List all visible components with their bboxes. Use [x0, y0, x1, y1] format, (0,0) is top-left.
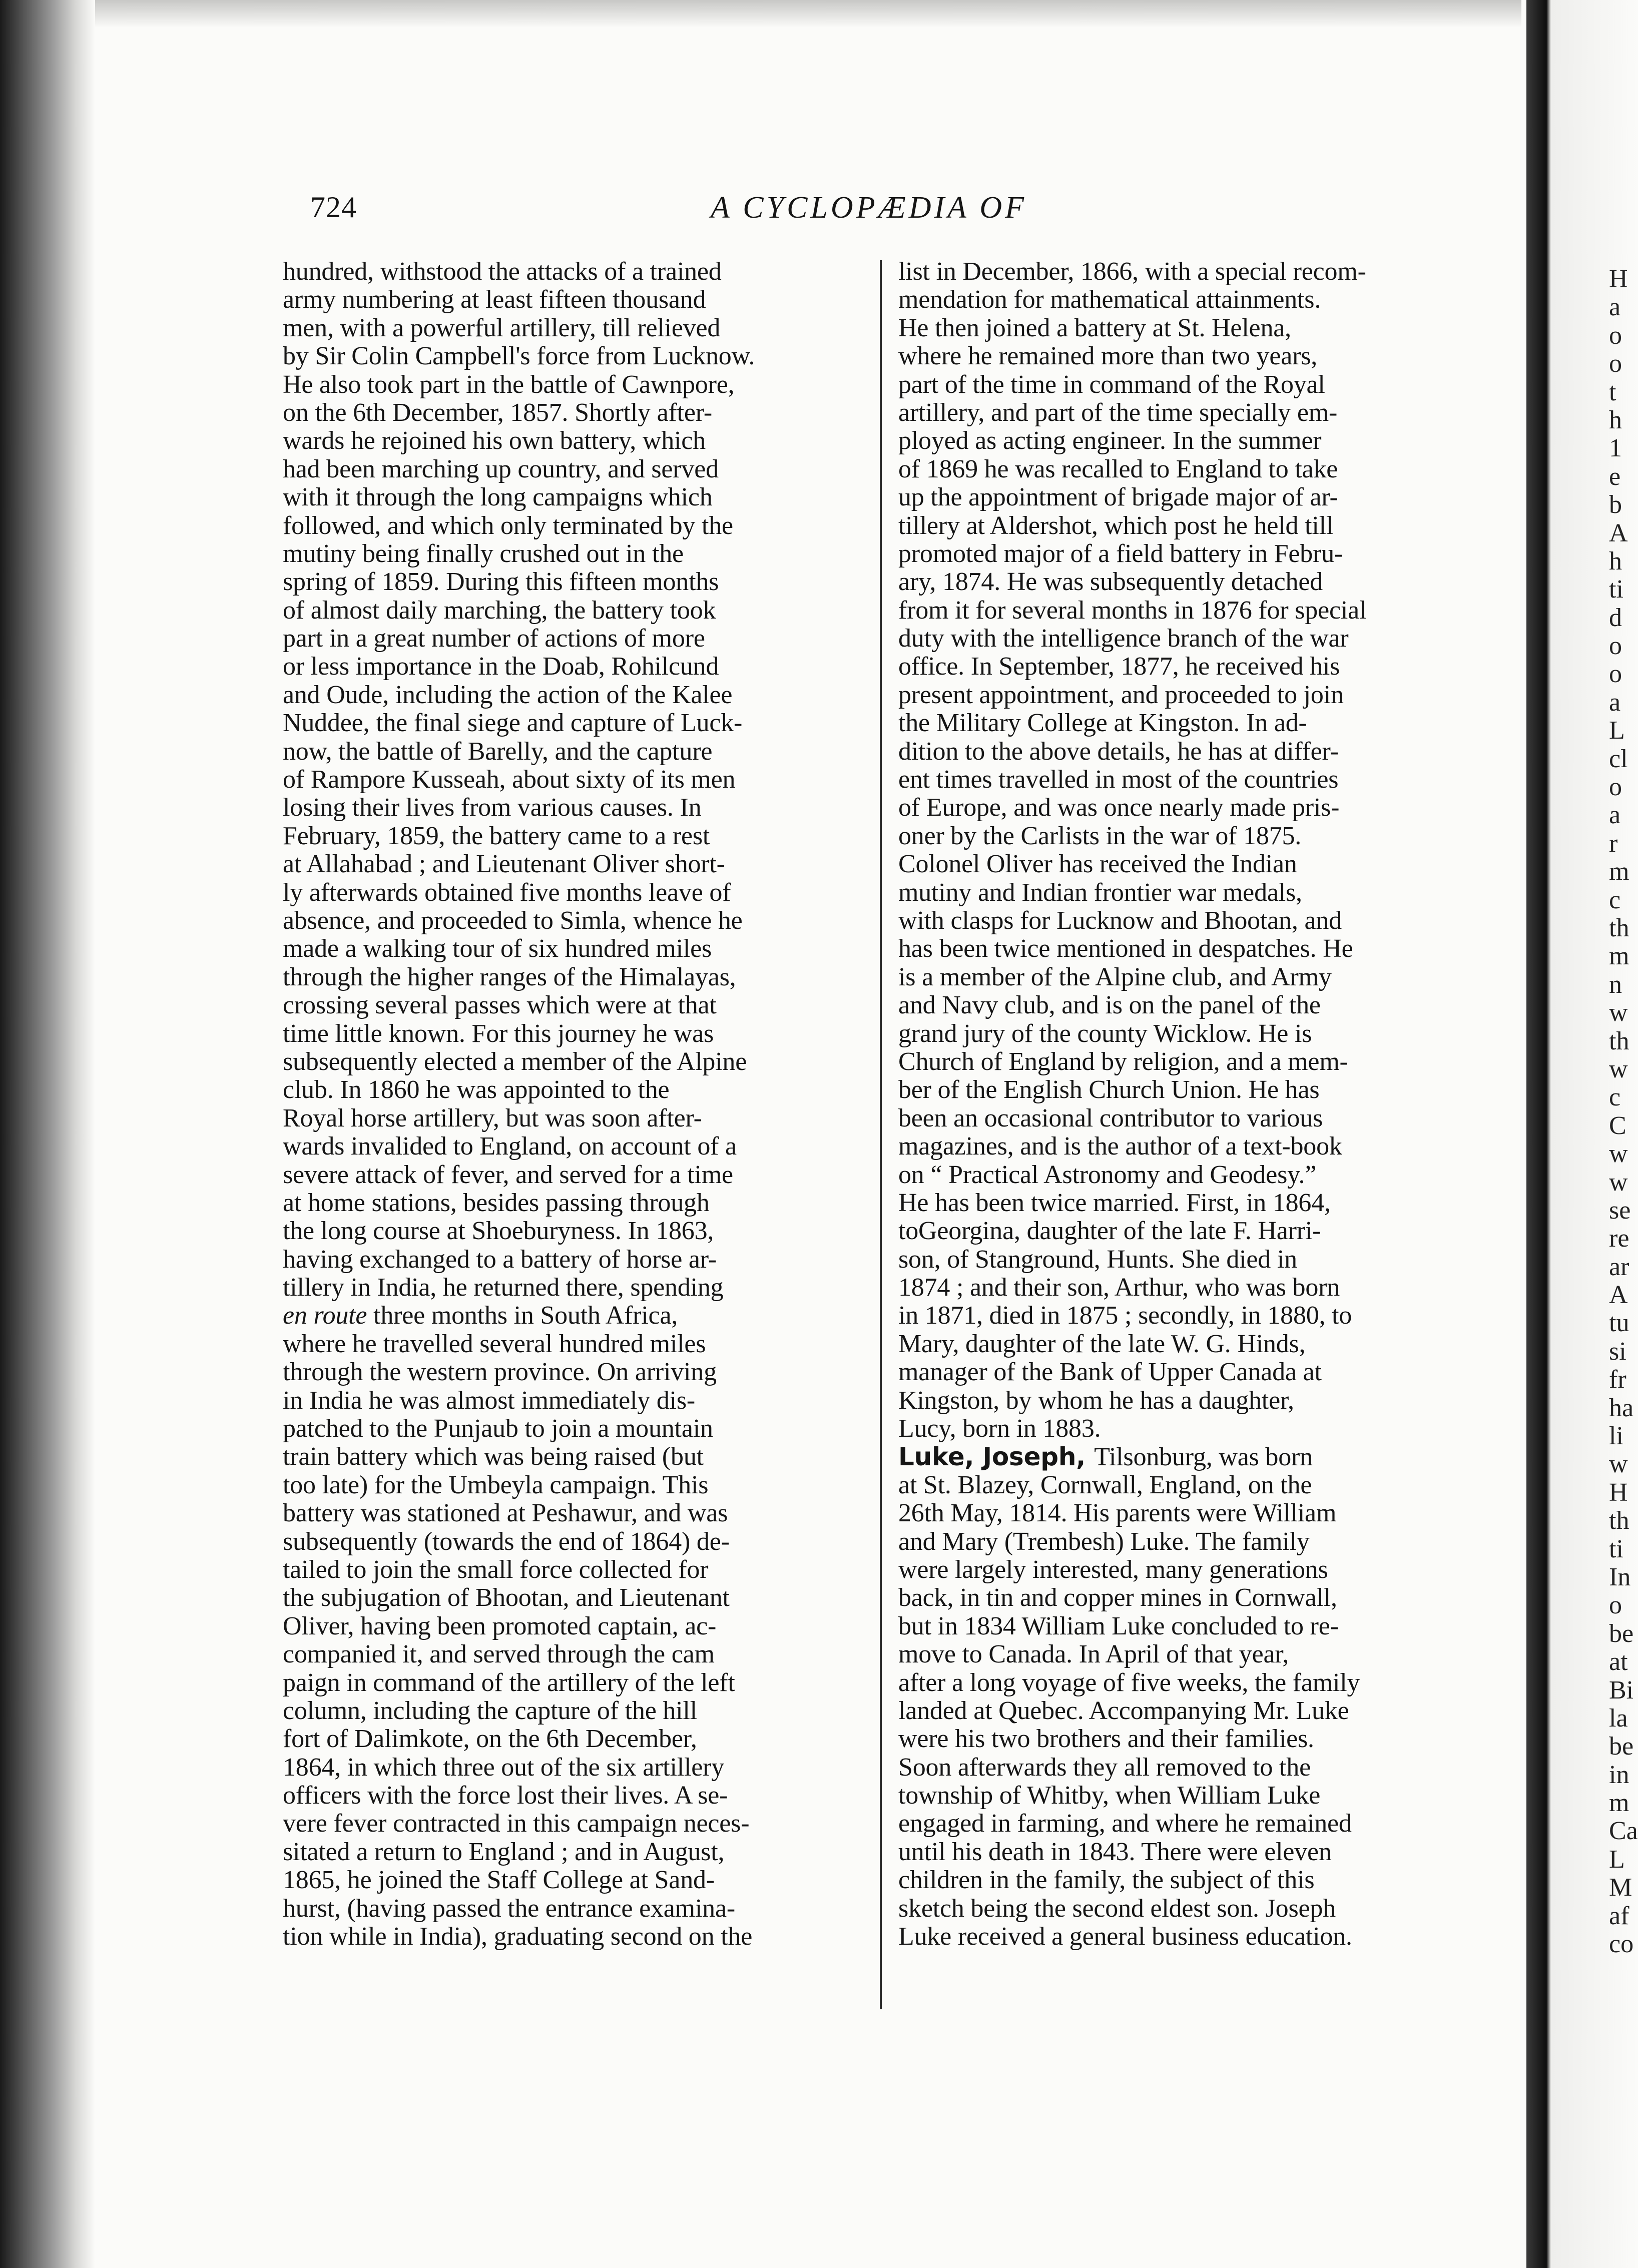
fragment-line: in	[1609, 1760, 1629, 1789]
text-line: Luke received a general business education.	[898, 1922, 1352, 1951]
text-line: or less importance in the Doab, Rohilcund	[283, 652, 719, 681]
text-line: Nuddee, the final siege and capture of Luck-	[283, 709, 743, 738]
running-title: A CYCLOPÆDIA OF	[711, 191, 1027, 225]
text-line: column, including the capture of the hill	[283, 1696, 697, 1725]
text-line: and Navy club, and is on the panel of the	[898, 991, 1321, 1020]
text-line: duty with the intelligence branch of the war	[898, 624, 1349, 653]
fragment-line: c	[1609, 885, 1621, 914]
text-line: had been marching up country, and served	[283, 454, 719, 483]
fragment-line: H	[1609, 1478, 1628, 1507]
text-line: on the 6th December, 1857. Shortly after-	[283, 398, 712, 427]
next-page-fragment	[1609, 265, 1638, 2017]
fragment-line: t	[1609, 377, 1616, 406]
text-line: 1874 ; and their son, Arthur, who was born	[898, 1273, 1340, 1302]
fragment-line: Ca	[1609, 1817, 1638, 1846]
text-line: 1864, in which three out of the six artillery	[283, 1753, 725, 1782]
binding-shadow	[0, 0, 95, 2268]
text-line: followed, and which only terminated by the	[283, 511, 733, 540]
fragment-line: m	[1609, 1789, 1629, 1818]
text-line: toGeorgina, daughter of the late F. Harri-	[898, 1217, 1321, 1246]
entry-text: Tilsonburg, was born	[1094, 1443, 1313, 1472]
text-line: Soon afterwards they all removed to the	[898, 1753, 1311, 1782]
text-line: until his death in 1843. There were eleven	[898, 1837, 1332, 1866]
text-line: club. In 1860 he was appointed to the	[283, 1075, 670, 1104]
text-line: crossing several passes which were at that	[283, 991, 717, 1020]
fragment-line: th	[1609, 1506, 1629, 1535]
fragment-line: C	[1609, 1111, 1626, 1140]
text-line: mutiny being finally crushed out in the	[283, 539, 684, 568]
text-line: He also took part in the battle of Cawnpore,	[283, 370, 735, 399]
fragment-line: a	[1609, 801, 1621, 830]
fragment-line: a	[1609, 293, 1621, 322]
fragment-line: m	[1609, 857, 1629, 886]
text-line: officers with the force lost their lives. A se-	[283, 1781, 728, 1810]
text-line: part of the time in command of the Royal	[898, 370, 1325, 399]
text-line: sketch being the second eldest son. Joseph	[898, 1894, 1336, 1923]
text-line: ary, 1874. He was subsequently detached	[898, 568, 1323, 597]
text-line: now, the battle of Barelly, and the capture	[283, 737, 713, 766]
left-column	[283, 258, 873, 2019]
text-line: Church of England by religion, and a mem-	[898, 1047, 1348, 1076]
text-line: landed at Quebec. Accompanying Mr. Luke	[898, 1696, 1349, 1725]
fragment-line: be	[1609, 1619, 1634, 1648]
text-line: is a member of the Alpine club, and Army	[898, 962, 1332, 991]
text-line: of almost daily marching, the battery took	[283, 596, 716, 625]
text-line: in India he was almost immediately dis-	[283, 1386, 696, 1415]
text-line: but in 1834 William Luke concluded to re-	[898, 1611, 1339, 1640]
fragment-line: co	[1609, 1930, 1634, 1959]
text-line: tillery at Aldershot, which post he held till	[898, 511, 1334, 540]
fragment-line: d	[1609, 603, 1622, 632]
text-line: 1865, he joined the Staff College at Sand-	[283, 1866, 715, 1895]
text-line: Colonel Oliver has received the Indian	[898, 850, 1297, 879]
text-line: of Europe, and was once nearly made pris-	[898, 793, 1340, 822]
fragment-line: th	[1609, 913, 1629, 942]
fragment-line: h	[1609, 405, 1622, 434]
text-line: dition to the above details, he has at differ-	[898, 737, 1339, 766]
fragment-line: m	[1609, 942, 1629, 971]
fragment-line: w	[1609, 1140, 1628, 1169]
fragment-line: be	[1609, 1732, 1634, 1761]
fragment-line: o	[1609, 660, 1622, 689]
text-line: in 1871, died in 1875 ; secondly, in 1880, to	[898, 1301, 1352, 1330]
text-line: with it through the long campaigns which	[283, 483, 713, 512]
fragment-line: o	[1609, 773, 1622, 802]
text-line: at St. Blazey, Cornwall, England, on the	[898, 1470, 1312, 1499]
text-line: subsequently elected a member of the Alpine	[283, 1047, 747, 1076]
text-line: oner by the Carlists in the war of 1875.	[898, 821, 1302, 850]
text-line: tailed to join the small force collected for	[283, 1555, 709, 1584]
fragment-line: la	[1609, 1704, 1628, 1733]
text-line: spring of 1859. During this fifteen months	[283, 568, 719, 597]
text-line: present appointment, and proceeded to join	[898, 680, 1344, 709]
text-line: wards he rejoined his own battery, which	[283, 426, 706, 455]
text-line: mutiny and Indian frontier war medals,	[898, 878, 1302, 907]
text-line: back, in tin and copper mines in Cornwall,	[898, 1583, 1337, 1612]
text-line: township of Whitby, when William Luke	[898, 1781, 1321, 1810]
text-line: the subjugation of Bhootan, and Lieutenant	[283, 1583, 730, 1612]
text-line: has been twice mentioned in despatches. He	[898, 934, 1353, 963]
text-line: where he remained more than two years,	[898, 342, 1318, 371]
text-line: Kingston, by whom he has a daughter,	[898, 1386, 1294, 1415]
text-line: and Oude, including the action of the Kalee	[283, 680, 733, 709]
top-edge-shadow	[95, 0, 1521, 28]
fragment-line: fr	[1609, 1365, 1626, 1394]
text-line: at home stations, besides passing through	[283, 1188, 710, 1217]
text-line: fort of Dalimkote, on the 6th December,	[283, 1725, 697, 1754]
fragment-line: A	[1609, 518, 1628, 547]
fragment-line: e	[1609, 462, 1621, 491]
text-line: Oliver, having been promoted captain, ac-	[283, 1611, 717, 1640]
text-line: engaged in farming, and where he remained	[898, 1809, 1352, 1838]
fragment-line: L	[1609, 716, 1625, 745]
text-line: on “ Practical Astronomy and Geodesy.”	[898, 1160, 1317, 1189]
italic-phrase: en route	[283, 1301, 367, 1330]
text-line: He then joined a battery at St. Helena,	[898, 313, 1291, 342]
text-line: tion while in India), graduating second on the	[283, 1922, 753, 1951]
text-line: artillery, and part of the time specially em-	[898, 398, 1338, 427]
text-line: part in a great number of actions of more	[283, 624, 705, 653]
fragment-line: n	[1609, 970, 1622, 999]
text-line: through the higher ranges of the Himalayas,	[283, 962, 736, 991]
fragment-line: r	[1609, 829, 1618, 858]
fragment-line: c	[1609, 1083, 1621, 1112]
text-line: promoted major of a field battery in Febru-	[898, 539, 1343, 568]
text-line: Lucy, born in 1883.	[898, 1414, 1101, 1443]
fragment-line: ti	[1609, 575, 1623, 604]
fragment-line: w	[1609, 1168, 1628, 1197]
text-line: of Rampore Kusseah, about sixty of its men	[283, 765, 736, 794]
fragment-line: In	[1609, 1562, 1631, 1591]
text-line: patched to the Punjaub to join a mountain	[283, 1414, 713, 1443]
fragment-line: re	[1609, 1224, 1629, 1253]
entry-heading: Luke, Joseph,	[898, 1442, 1095, 1472]
text-line: 26th May, 1814. His parents were William	[898, 1499, 1337, 1528]
fragment-line: si	[1609, 1337, 1626, 1366]
text-line: from it for several months in 1876 for special	[898, 596, 1367, 625]
fragment-line: b	[1609, 490, 1622, 519]
text-line: manager of the Bank of Upper Canada at	[898, 1358, 1322, 1387]
text-line: magazines, and is the author of a text-book	[898, 1132, 1342, 1161]
text-line: up the appointment of brigade major of ar-	[898, 483, 1338, 512]
fragment-line: h	[1609, 546, 1622, 576]
text-line: move to Canada. In April of that year,	[898, 1640, 1289, 1669]
text-line: list in December, 1866, with a special recom-	[898, 258, 1366, 286]
fragment-line: ti	[1609, 1534, 1623, 1563]
text-line: February, 1859, the battery came to a rest	[283, 821, 710, 850]
text-line: losing their lives from various causes. In	[283, 793, 702, 822]
text-line: after a long voyage of five weeks, the family	[898, 1668, 1360, 1697]
text-line: paign in command of the artillery of the left	[283, 1668, 735, 1697]
fragment-line: ha	[1609, 1393, 1634, 1422]
fragment-line: M	[1609, 1873, 1632, 1902]
text-line: ent times travelled in most of the countries	[898, 765, 1339, 794]
fragment-line: th	[1609, 1026, 1629, 1055]
fragment-line: at	[1609, 1647, 1628, 1676]
text-line: severe attack of fever, and served for a time	[283, 1160, 733, 1189]
text-line: too late) for the Umbeyla campaign. This	[283, 1470, 709, 1499]
text-line: the Military College at Kingston. In ad-	[898, 709, 1307, 738]
text-line: office. In September, 1877, he received his	[898, 652, 1340, 681]
text-line: men, with a powerful artillery, till relieved	[283, 313, 721, 342]
fragment-line: H	[1609, 265, 1628, 293]
fragment-line: A	[1609, 1281, 1628, 1310]
text-line: tillery in India, he returned there, spending	[283, 1273, 724, 1302]
fragment-line: w	[1609, 998, 1628, 1027]
fragment-line: L	[1609, 1845, 1625, 1874]
text-line: train battery which was being raised (but	[283, 1442, 704, 1471]
text-line: of 1869 he was recalled to England to take	[898, 454, 1338, 483]
text-line: absence, and proceeded to Simla, whence he	[283, 906, 743, 935]
fragment-line: se	[1609, 1196, 1631, 1225]
text-line: grand jury of the county Wicklow. He is	[898, 1019, 1312, 1048]
fragment-line: w	[1609, 1054, 1628, 1083]
fragment-line: cl	[1609, 744, 1628, 773]
text-line: hurst, (having passed the entrance examina-	[283, 1894, 735, 1923]
fragment-line: o	[1609, 632, 1622, 661]
page-header	[310, 190, 1436, 230]
text-line: He has been twice married. First, in 1864,	[898, 1188, 1331, 1217]
page-number: 724	[310, 191, 357, 224]
text-line: at Allahabad ; and Lieutenant Oliver short-	[283, 850, 725, 879]
text-line: Mary, daughter of the late W. G. Hinds,	[898, 1329, 1306, 1358]
fragment-line: 1	[1609, 434, 1622, 463]
text-line: en route three months in South Africa,	[283, 1301, 678, 1330]
text-line	[898, 1443, 1489, 1471]
fragment-line: o	[1609, 349, 1622, 378]
fragment-line: w	[1609, 1450, 1628, 1479]
right-column	[898, 258, 1489, 2019]
text-line: by Sir Colin Campbell's force from Lucknow.	[283, 342, 755, 371]
text-line: having exchanged to a battery of horse ar-	[283, 1245, 717, 1274]
text-line: with clasps for Lucknow and Bhootan, and	[898, 906, 1342, 935]
text-line: ber of the English Church Union. He has	[898, 1075, 1320, 1104]
text-line: battery was stationed at Peshawur, and was	[283, 1499, 728, 1528]
fragment-line: af	[1609, 1901, 1629, 1930]
text-line: army numbering at least fifteen thousand	[283, 285, 706, 314]
text-line: vere fever contracted in this campaign neces-	[283, 1809, 750, 1838]
text-line: time little known. For this journey he was	[283, 1019, 714, 1048]
fragment-line: li	[1609, 1422, 1623, 1451]
text-line: ployed as acting engineer. In the summer	[898, 426, 1322, 455]
text-line: through the western province. On arriving	[283, 1358, 717, 1387]
text-line: were largely interested, many generations	[898, 1555, 1328, 1584]
text-line: subsequently (towards the end of 1864) de-	[283, 1527, 730, 1556]
text-line: sitated a return to England ; and in August,	[283, 1837, 725, 1866]
text-line: where he travelled several hundred miles	[283, 1329, 706, 1358]
text-line: children in the family, the subject of this	[898, 1866, 1315, 1895]
text-line: made a walking tour of six hundred miles	[283, 934, 712, 963]
text-line: Royal horse artillery, but was soon after-	[283, 1103, 702, 1132]
text-line: hundred, withstood the attacks of a trained	[283, 258, 722, 286]
text-line: the long course at Shoeburyness. In 1863,	[283, 1217, 714, 1246]
text-line: mendation for mathematical attainments.	[898, 285, 1321, 314]
fragment-line: a	[1609, 688, 1621, 717]
fragment-line: Bi	[1609, 1675, 1634, 1705]
fragment-line: o	[1609, 321, 1622, 350]
column-divider	[880, 260, 882, 2009]
fragment-line: tu	[1609, 1309, 1629, 1338]
fragment-line: o	[1609, 1591, 1622, 1620]
text-line: were his two brothers and their families.	[898, 1725, 1314, 1754]
text-line: companied it, and served through the cam	[283, 1640, 715, 1669]
text-line: ly afterwards obtained five months leave of	[283, 878, 731, 907]
text-line: and Mary (Trembesh) Luke. The family	[898, 1527, 1310, 1556]
text-line: wards invalided to England, on account of a	[283, 1132, 737, 1161]
text-line: son, of Stanground, Hunts. She died in	[898, 1245, 1297, 1274]
fragment-line: ar	[1609, 1252, 1629, 1281]
text-line: been an occasional contributor to various	[898, 1103, 1323, 1132]
